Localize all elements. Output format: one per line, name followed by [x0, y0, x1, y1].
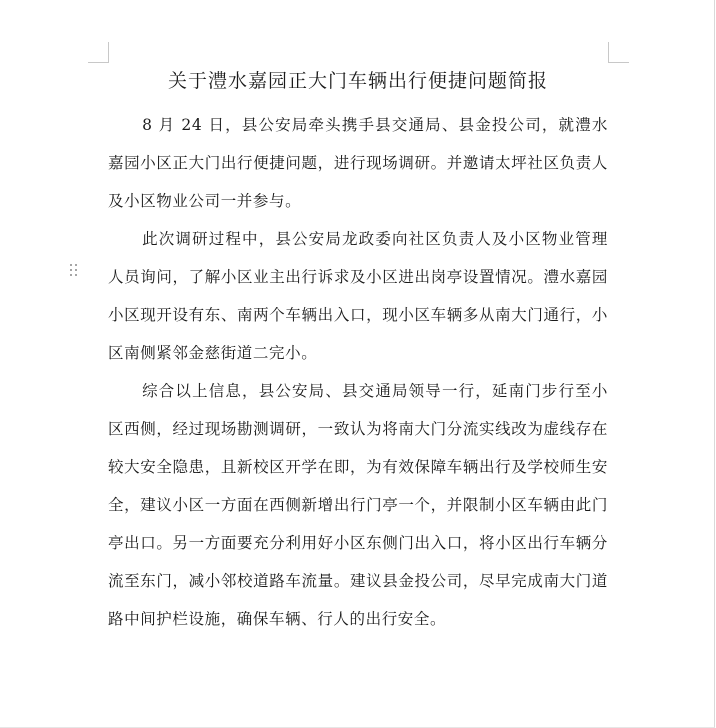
corner-mark-top-right — [608, 42, 629, 63]
paragraph-2[interactable]: 此次调研过程中，县公安局龙政委向社区负责人及小区物业管理人员询问，了解小区业主出行诉求及小区进出岗亭设置情况。澧水嘉园小区现开设有东、南两个车辆出入口，现小区车辆多从南大门通行，小区南侧紧邻金慈街道二完小。 — [108, 230, 608, 362]
document-body[interactable] — [108, 106, 608, 638]
drag-handle-icon[interactable] — [70, 264, 78, 278]
paragraph-3[interactable]: 综合以上信息，县公安局、县交通局领导一行，延南门步行至小区西侧，经过现场勘测调研，一致认为将南大门分流实线改为虚线存在较大安全隐患，且新校区开学在即，为有效保障车辆出行及学校师生安全，建议小区一方面在西侧新增出行门亭一个，并限制小区车辆由此门亭出口。另一方面要充分利用好小区东侧门出入口，将小区出行车辆分流至东门，减小邻校道路车流量。建议县金投公司，尽早完成南大门道路中间护栏设施，确保车辆、行人的出行安全。 — [108, 382, 608, 628]
document-title[interactable]: 关于澧水嘉园正大门车辆出行便捷问题简报 — [167, 70, 548, 92]
paragraph-1[interactable]: 8 月 24 日，县公安局牵头携手县交通局、县金投公司，就澧水嘉园小区正大门出行便捷问题，进行现场调研。并邀请太坪社区负责人及小区物业公司一并参与。 — [108, 116, 608, 210]
corner-mark-top-left — [88, 42, 109, 63]
